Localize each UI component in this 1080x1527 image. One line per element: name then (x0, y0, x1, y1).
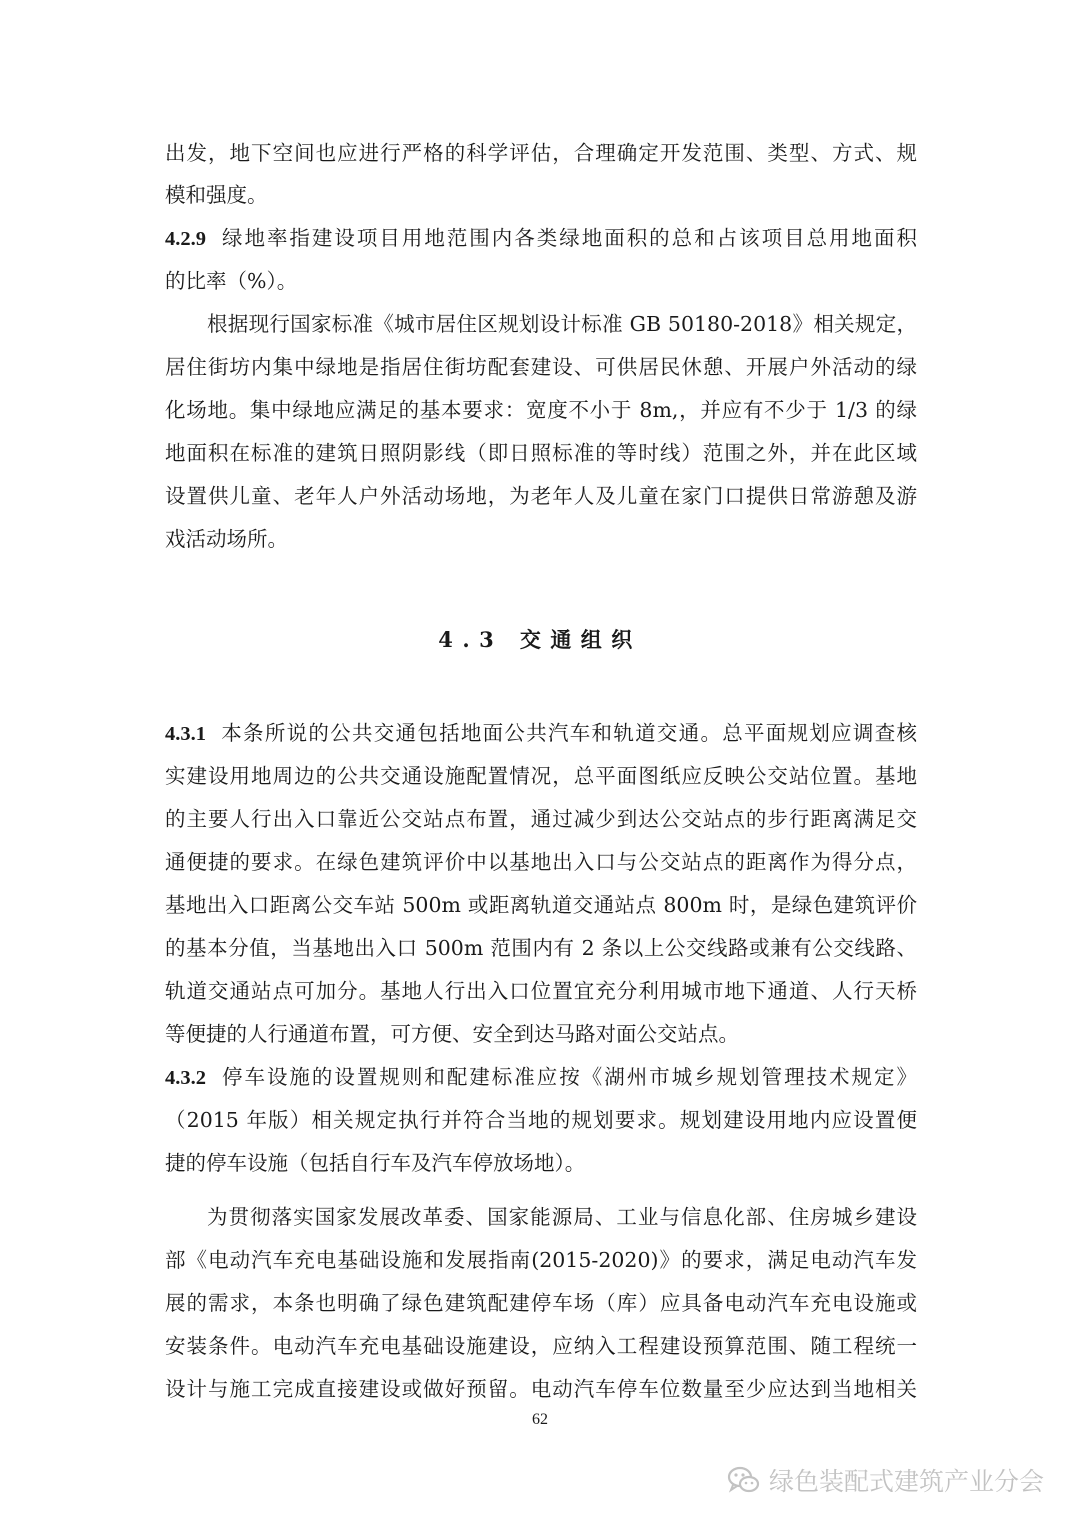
text-line: 化场地。集中绿地应满足的基本要求：宽度不小于 8m,，并应有不少于 1/3 的绿 (165, 398, 917, 422)
text-line: 的比率（%）。 (165, 269, 298, 293)
clause-text: 绿地率指建设项目用地范围内各类绿地面积的总和占该项目总用地面积 (220, 226, 917, 250)
clause-number: 4.3.1 (165, 723, 206, 745)
text-line: 实建设用地周边的公共交通设施配置情况，总平面图纸应反映公交站位置。基地 (165, 764, 917, 788)
text-line: 地面积在标准的建筑日照阴影线（即日照标准的等时线）范围之外，并在此区域 (165, 441, 917, 465)
text-line: 戏活动场所。 (165, 527, 288, 551)
text-line: 居住街坊内集中绿地是指居住街坊配套建设、可供居民休憩、开展户外活动的绿 (165, 355, 917, 379)
text-line: 部《电动汽车充电基础设施和发展指南(2015-2020)》的要求，满足电动汽车发 (165, 1248, 917, 1272)
text-line: 等便捷的人行通道布置，可方便、安全到达马路对面公交站点。 (165, 1022, 739, 1046)
clause-4-2-9-line (165, 217, 917, 259)
text-line: 安装条件。电动汽车充电基础设施建设，应纳入工程建设预算范围、随工程统一 (165, 1334, 917, 1358)
clause-number: 4.3.2 (165, 1067, 206, 1089)
text-line: 设置供儿童、老年人户外活动场地，为老年人及儿童在家门口提供日常游憩及游 (165, 484, 917, 508)
clause-4-3-2-line (165, 1056, 917, 1098)
text-line: 为贯彻落实国家发展改革委、国家能源局、工业与信息化部、住房城乡建设 (207, 1205, 917, 1229)
text-line: 设计与施工完成直接建设或做好预留。电动汽车停车位数量至少应达到当地相关 (165, 1377, 917, 1401)
text-line: 的基本分值，当基地出入口 500m 范围内有 2 条以上公交线路或兼有公交线路、 (165, 936, 917, 960)
text-line: （2015 年版）相关规定执行并符合当地的规划要求。规划建设用地内应设置便 (165, 1108, 917, 1132)
text-line: 基地出入口距离公交车站 500m 或距离轨道交通站点 800m 时，是绿色建筑评价 (165, 893, 917, 917)
page-number: 62 (532, 1411, 548, 1428)
watermark (727, 1460, 1044, 1500)
text-line: 展的需求，本条也明确了绿色建筑配建停车场（库）应具备电动汽车充电设施或 (165, 1291, 917, 1315)
text-line: 的主要人行出入口靠近公交站点布置，通过减少到达公交站点的步行距离满足交 (165, 807, 917, 831)
clause-text: 停车设施的设置规则和配建标准应按《湖州市城乡规划管理技术规定》 (220, 1065, 917, 1089)
section-title: 4.3 交通组织 (438, 627, 642, 652)
text-line: 通便捷的要求。在绿色建筑评价中以基地出入口与公交站点的距离作为得分点， (165, 850, 917, 874)
wechat-icon (727, 1465, 761, 1495)
watermark-text: 绿色装配式建筑产业分会 (768, 1467, 1044, 1496)
text-line: 出发，地下空间也应进行严格的科学评估，合理确定开发范围、类型、方式、规 (165, 141, 917, 165)
clause-number: 4.2.9 (165, 228, 206, 250)
clause-4-3-1-line (165, 712, 917, 754)
text-line: 模和强度。 (165, 183, 268, 207)
text-line: 轨道交通站点可加分。基地人行出入口位置宜充分利用城市地下通道、人行天桥 (165, 979, 917, 1003)
clause-text: 本条所说的公共交通包括地面公共汽车和轨道交通。总平面规划应调查核 (220, 721, 917, 745)
text-line: 根据现行国家标准《城市居住区规划设计标准 GB 50180-2018》相关规定， (207, 312, 917, 336)
text-line: 捷的停车设施（包括自行车及汽车停放场地）。 (165, 1151, 586, 1175)
